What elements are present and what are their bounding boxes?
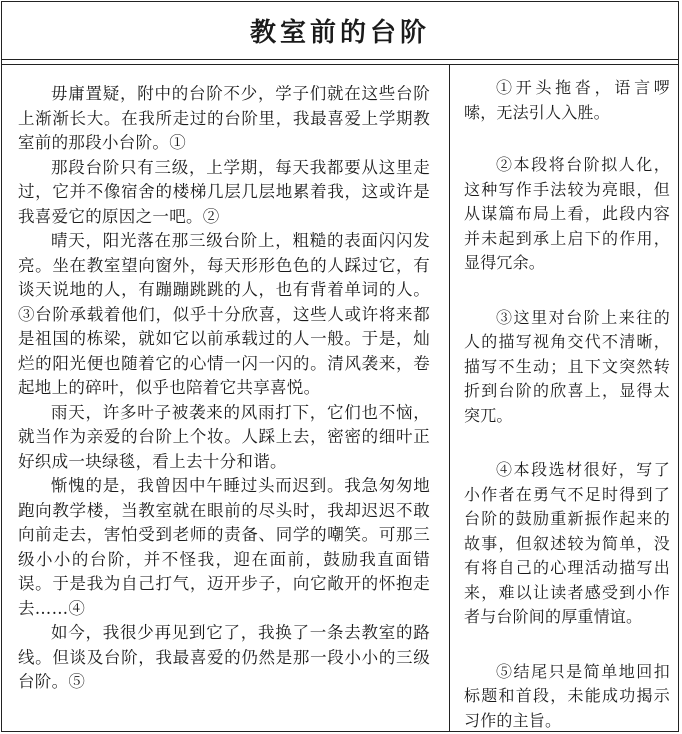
comment-4: ④本段选材很好，写了小作者在勇气不足时得到了台阶的鼓励重新振作起来的故事，但叙述较为简单，没有将自己的心理活动描写出来，难以让读者感受到小作者与台阶间的厚重情谊。 [464, 460, 670, 626]
title-bar [2, 2, 678, 60]
essay-paragraph: 毋庸置疑，附中的台阶不少，学子们就在这些台阶上渐渐长大。在我所走过的台阶里，我最喜爱上学期教室前的那段小台阶。① [18, 84, 430, 152]
column-divider [449, 65, 450, 731]
comment-3: ③这里对台阶上来往的人的描写视角交代不清晰，描写不生动；且下文突然转折到台阶的欣喜上，显得太突兀。 [464, 307, 670, 425]
essay-paragraph: 惭愧的是，我曾因中午睡过头而迟到。我急匆匆地跑向教学楼，当教室就在眼前的尽头时，我却迟迟不敢向前走去，害怕受到老师的责备、同学的嘲笑。可那三级小小的台阶，并不怪我，迎在面前，鼓励我直面错误。于是我为自己打气，迈开步子，向它敞开的怀抱走去……④ [18, 476, 430, 618]
essay-paragraph: 如今，我很少再见到它了，我换了一条去教室的路线。但谈及台阶，我最喜爱的仍然是那一段小小的三级台阶。⑤ [18, 623, 430, 691]
essay-body [18, 82, 430, 695]
essay-paragraph: 那段台阶只有三级，上学期，每天我都要从这里走过，它并不像宿舍的楼梯几层几层地累着我，这或许是我喜爱它的原因之一吧。② [18, 157, 430, 226]
page-frame [1, 1, 679, 732]
comment-5: ⑤结尾只是简单地回扣标题和首段，未能成功揭示习作的主旨。 [464, 661, 670, 730]
page-title: 教室前的台阶 [249, 18, 430, 48]
essay-paragraph: 雨天，许多叶子被袭来的风雨打下，它们也不恼，就当作为亲爱的台阶上个妆。人踩上去，密密的细叶正好织成一块绿毯，看上去十分和谐。 [18, 402, 430, 471]
essay-paragraph: 晴天，阳光落在那三级台阶上，粗糙的表面闪闪发亮。坐在教室望向窗外，每天形形色色的人踩过它，有谈天说地的人，有蹦蹦跳跳的人，也有背着单词的人。③台阶承载着他们，似乎十分欣喜，这些人或许将来都是祖国的栋梁，就如它以前承载过的人一般。于是，灿烂的阳光便也随着它的心情一闪一闪的。清风袭来，卷起地上的碎叶，似乎也陪着它共享喜悦。 [18, 231, 430, 397]
comments-column [464, 70, 670, 733]
comment-1: ①开头拖沓，语言啰嗦，无法引人入胜。 [464, 78, 670, 122]
comment-2: ②本段将台阶拟人化，这种写作手法较为亮眼，但从谋篇布局上看，此段内容并未起到承上启下的作用，显得冗余。 [464, 155, 670, 272]
title-rule [2, 64, 678, 65]
